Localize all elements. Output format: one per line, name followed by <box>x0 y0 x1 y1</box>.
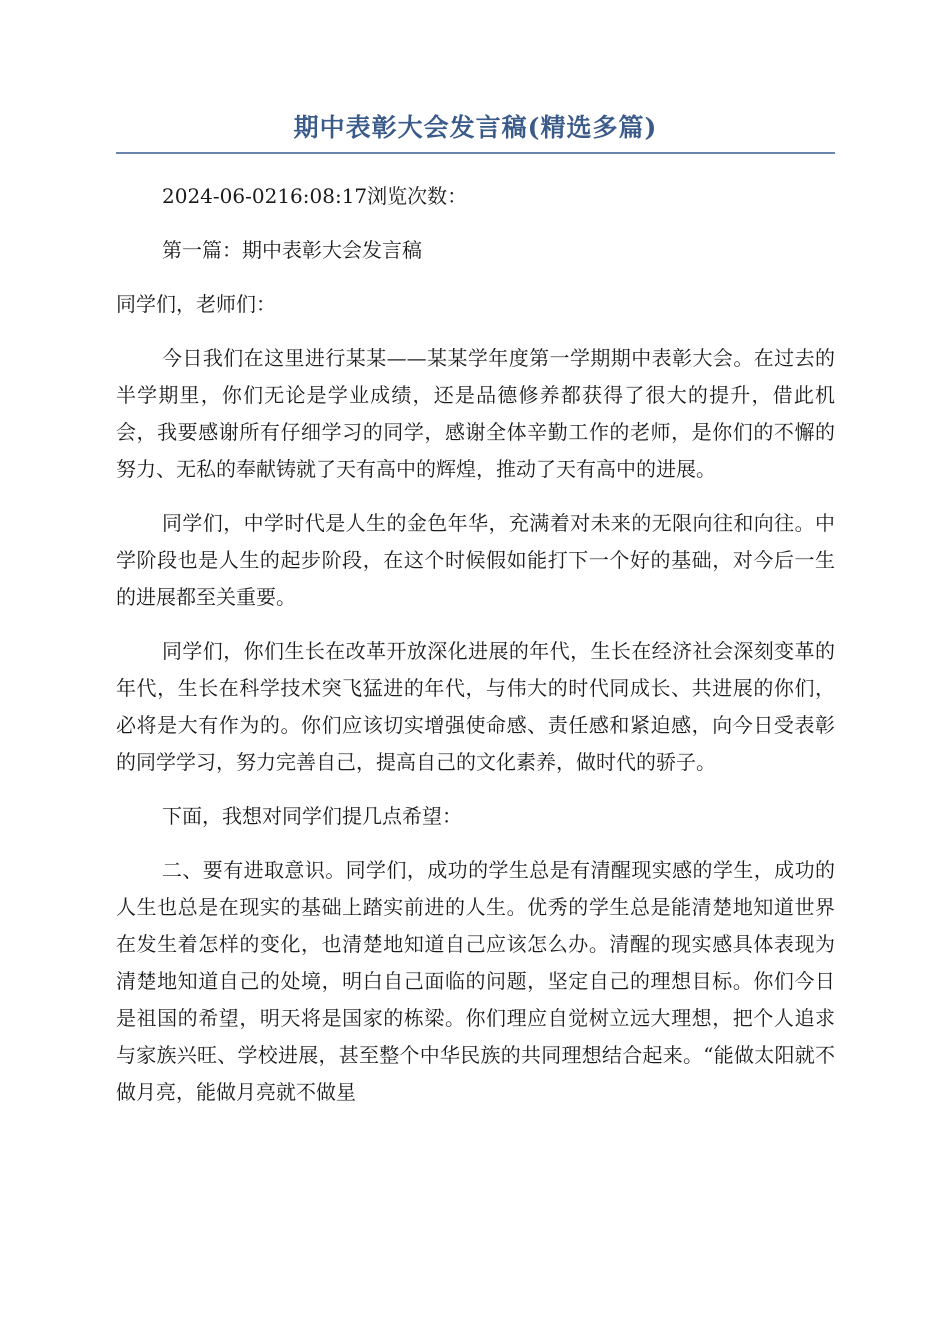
body-paragraph: 同学们，你们生长在改革开放深化进展的年代，生长在经济社会深刻变革的年代，生长在科学技术突飞猛进的年代，与伟大的时代同成长、共进展的你们，必将是大有作为的。你们应该切实增强使命感、责任感和紧迫感，向今日受表彰的同学学习，努力完善自己，提高自己的文化素养，做时代的骄子。 <box>116 639 835 774</box>
section-heading: 第一篇：期中表彰大会发言稿 <box>162 238 422 262</box>
title-underline <box>116 152 835 154</box>
body-paragraph: 今日我们在这里进行某某——某某学年度第一学期期中表彰大会。在过去的半学期里，你们无论是学业成绩，还是品德修养都获得了很大的提升，借此机会，我要感谢所有仔细学习的同学，感谢全体辛勤工作的老师，是你们的不懈的努力、无私的奉献铸就了天有高中的辉煌，推动了天有高中的进展。 <box>116 346 835 481</box>
body-paragraph: 同学们，中学时代是人生的金色年华，充满着对未来的无限向往和向往。中学阶段也是人生的起步阶段，在这个时候假如能打下一个好的基础，对今后一生的进展都至关重要。 <box>116 511 835 609</box>
document-page <box>116 110 835 1111</box>
document-title: 期中表彰大会发言稿(精选多篇) <box>293 113 658 142</box>
salutation: 同学们，老师们： <box>116 292 276 316</box>
body-paragraph: 下面，我想对同学们提几点希望： <box>162 804 462 828</box>
document-meta: 2024-06-0216:08:17浏览次数： <box>162 184 468 208</box>
body-paragraph: 二、要有进取意识。同学们，成功的学生总是有清醒现实感的学生，成功的人生也总是在现实的基础上踏实前进的人生。优秀的学生总是能清楚地知道世界在发生着怎样的变化，也清楚地知道自己应该怎么办。清醒的现实感具体表现为清楚地知道自己的处境，明白自己面临的问题，坚定自己的理想目标。你们今日是祖国的希望，明天将是国家的栋梁。你们理应自觉树立远大理想，把个人追求与家族兴旺、学校进展，甚至整个中华民族的共同理想结合起来。“能做太阳就不做月亮，能做月亮就不做星 <box>116 858 835 1104</box>
